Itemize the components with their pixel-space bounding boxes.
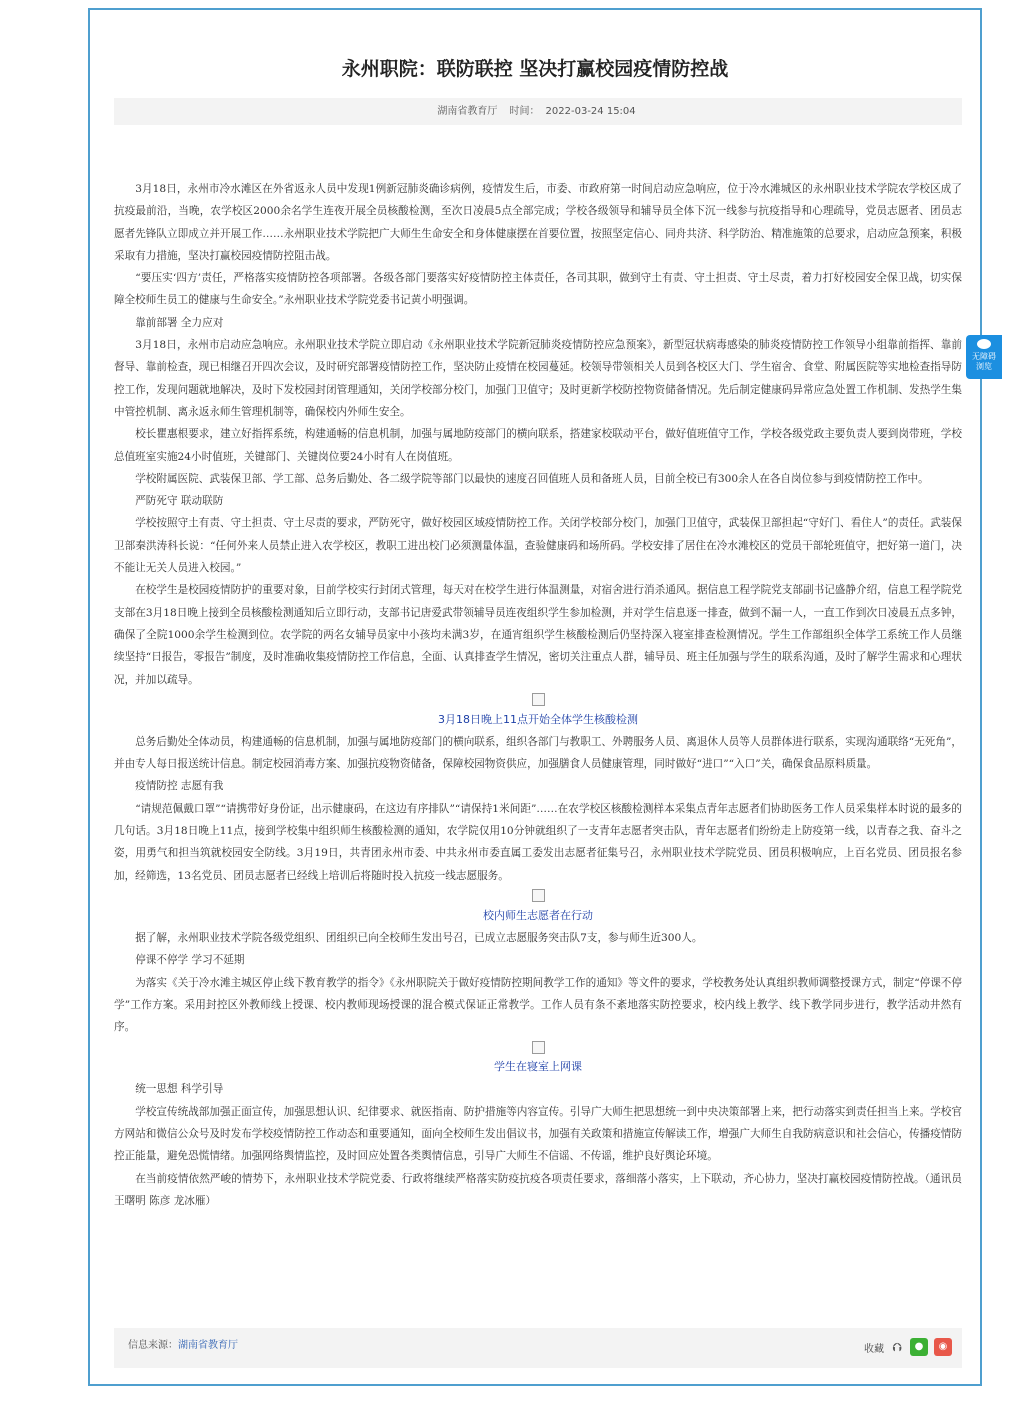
image-caption: 校内师生志愿者在行动 <box>483 908 593 922</box>
a11y-label-1: 无障碍 <box>972 352 996 361</box>
article-paragraph: “要压实‘四方’责任，严格落实疫情防控各项部署。各级各部门要落实好疫情防控主体责任，各司其职，做到守土有责、守土担责、守土尽责，着力打好校园安全保卫战，切实保障全校师生员工的健康与生命安全。”永州职业技术学院党委书记黄小明强调。 <box>114 272 962 307</box>
article-paragraph: 3月18日，永州市启动应急响应。永州职业技术学院立即启动《永州职业技术学院新冠肺炎疫情防控应急预案》，新型冠状病毒感染的肺炎疫情防控工作领导小组靠前指挥、靠前督导、靠前检查，现已相继召开四次会议，及时研究部署疫情防控工作，坚决防止疫情在校园蔓延。校领导带领相关人员到各校区大门、学生宿舍、食堂、附属医院等实地检查指导防控工作，发现问题就地解决，及时下发校园封闭管理通知，关闭学校部分校门，加强门卫值守；及时更新学校防控物资储备情况。先后制定健康码异常应急处置工作机制、发热学生集中管控机制、离永返永师生管理机制等，确保校内外师生安全。 <box>114 339 962 418</box>
article-footer <box>114 1328 962 1368</box>
share-icon[interactable]: ⮉ <box>892 1340 902 1354</box>
a11y-label-2: 浏览 <box>976 362 992 371</box>
info-source <box>128 1336 238 1351</box>
article-paragraph: “请规范佩戴口罩”“请携带好身份证，出示健康码，在这边有序排队”“请保持1米间距”……在农学校区核酸检测样本采集点青年志愿者们协助医务工作人员采集样本时说的最多的几句话。3月18日晚上11点，接到学校集中组织师生核酸检测的通知，农学院仅用10分钟就组织了一支青年志愿者突击队，青年志愿者们纷纷走上防疫第一线，以青春之我、奋斗之姿，用勇气和担当筑就校园安全防线。3月19日，共青团永州市委、中共永州市委直属工委发出志愿者征集号召，永州职业技术学院党员、团员积极响应，上百名党员、团员报名参加，经筛选，13名党员、团员志愿者已经线上培训后将随时投入抗疫一线志愿服务。 <box>114 802 962 882</box>
broken-image-icon <box>114 691 962 709</box>
article-paragraph: 疫情防控 志愿有我 <box>135 780 224 793</box>
accessibility-browse-button[interactable] <box>966 335 1002 379</box>
time-label: 时间： <box>509 106 540 117</box>
article-paragraph: 在校学生是校园疫情防护的重要对象，目前学校实行封闭式管理，每天对在校学生进行体温测量，对宿舍进行消杀通风。据信息工程学院党支部副书记盛静介绍，信息工程学院党支部在3月18日晚上接到全员核酸检测通知后立即行动，支部书记唐爱武带领辅导员连夜组织学生参加检测，并对学生信息逐一排查，做到不漏一人，一直工作到次日凌晨五点多钟，确保了全院1000余学生检测到位。农学院的两名女辅导员家中小孩均未满3岁，在通宵组织学生核酸检测后仍坚持深入寝室排查检测情况。学生工作部组织全体学工系统工作人员继续坚持“日报告，零报告”制度，及时准确收集疫情防控工作信息，全面、认真排查学生情况，密切关注重点人群，辅导员、班主任加强与学生的联系沟通，及时了解学生需求和心理状况，并加以疏导。 <box>114 584 962 686</box>
article-paragraph: 统一思想 科学引导 <box>135 1083 224 1096</box>
article-title: 永州职院：联防联控 坚决打赢校园疫情防控战 <box>341 58 729 80</box>
publish-time <box>507 106 639 117</box>
article-paragraph: 学校附属医院、武装保卫部、学工部、总务后勤处、各二级学院等部门以最快的速度召回值班人员和备班人员，目前全校已有300余人在各自岗位参与到疫情防控工作中。 <box>135 472 929 485</box>
article-frame <box>88 8 982 1386</box>
article-paragraph: 在当前疫情依然严峻的情势下，永州职业技术学院党委、行政将继续严格落实防疫抗疫各项责任要求，落细落小落实，上下联动，齐心协力，坚决打赢校园疫情防控战。（通讯员 王曙明 陈彦 龙冰雁） <box>114 1172 962 1207</box>
article-body <box>114 178 962 1212</box>
article-paragraph: 严防死守 联动联防 <box>135 495 224 508</box>
publisher: 湖南省教育厅 <box>437 106 498 117</box>
image-caption: 学生在寝室上网课 <box>494 1060 582 1074</box>
time-value: 2022-03-24 15:04 <box>545 106 636 117</box>
article-paragraph: 靠前部署 全力应对 <box>135 316 224 329</box>
source-label: 信息来源： <box>128 1340 178 1351</box>
image-caption: 3月18日晚上11点开始全体学生核酸检测 <box>438 712 638 726</box>
weibo-icon[interactable]: ◉ <box>934 1338 952 1356</box>
broken-image-icon <box>114 1038 962 1056</box>
share-bar <box>864 1338 952 1356</box>
article-paragraph: 总务后勤处全体动员，构建通畅的信息机制，加强与属地防疫部门的横向联系，组织各部门与教职工、外聘服务人员、离退休人员等人员群体进行联系，实现沟通联络“无死角”，并由专人每日报送统计信息。制定校园消毒方案、加强抗疫物资储备，保障校园物资供应，加强膳食人员健康管理，同时做好“进口”“入口”关，确保食品原料质量。 <box>114 735 962 771</box>
article-paragraph: 校长瞿惠根要求，建立好指挥系统，构建通畅的信息机制，加强与属地防疫部门的横向联系，搭建家校联动平台，做好值班值守工作，学校各级党政主要负责人要到岗带班，学校总值班室实施24小时值班，关键部门、关键岗位要24小时有人在岗值班。 <box>114 428 962 463</box>
article-paragraph: 为落实《关于冷水滩主城区停止线下教育教学的指令》《永州职院关于做好疫情防控期间教学工作的通知》等文件的要求，学校教务处认真组织教师调整授课方式，制定“停课不停学”工作方案。采用封控区外教师线上授课、校内教师现场授课的混合模式保证正常教学。工作人员有条不紊地落实防控要求，校内线上教学、线下教学同步进行，教学活动井然有序。 <box>114 976 962 1034</box>
wechat-icon[interactable]: ● <box>910 1338 928 1356</box>
article-paragraph: 停课不停学 学习不延期 <box>135 954 245 967</box>
article-paragraph: 据了解，永州职业技术学院各级党组织、团组织已向全校师生发出号召，已成立志愿服务突击队7支，参与师生近300人。 <box>135 931 703 944</box>
chat-bubble-icon <box>977 339 991 349</box>
article-paragraph: 学校按照守土有责、守土担责、守土尽责的要求，严防死守，做好校园区域疫情防控工作。关闭学校部分校门，加强门卫值守，武装保卫部担起“守好门、看住人”的责任。武装保卫部秦洪涛科长说：“任何外来人员禁止进入农学校区，教职工进出校门必须测量体温，查验健康码和场所码。学校安排了居住在冷水滩校区的党员干部轮班值守，把好第一道门，决不能让无关人员进入校园。” <box>114 517 962 575</box>
article-paragraph: 3月18日，永州市冷水滩区在外省返永人员中发现1例新冠肺炎确诊病例，疫情发生后，市委、市政府第一时间启动应急响应，位于冷水滩城区的永州职业技术学院农学校区成了抗疫最前沿，当晚，农学校区2000余名学生连夜开展全员核酸检测，至次日凌晨5点全部完成；学校各级领导和辅导员全体下沉一线参与抗疫指导和心理疏导，党员志愿者、团员志愿者先锋队立即成立并开展工作……永州职业技术学院把广大师生生命安全和身体健康摆在首要位置，按照坚定信心、同舟共济、科学防治、精准施策的总要求，启动应急预案，积极采取有力措施，坚决打赢校园疫情防控阻击战。 <box>114 183 962 262</box>
collect-button[interactable]: 收藏 <box>864 1343 884 1355</box>
article-meta <box>114 98 962 125</box>
source-link[interactable]: 湖南省教育厅 <box>178 1340 238 1351</box>
broken-image-icon <box>114 887 962 905</box>
article-paragraph: 学校宣传统战部加强正面宣传，加强思想认识、纪律要求、就医指南、防护措施等内容宣传。引导广大师生把思想统一到中央决策部署上来，把行动落实到责任担当上来。学校官方网站和微信公众号及时发布学校疫情防控工作动态和重要通知，面向全校师生发出倡议书，加强有关政策和措施宣传解读工作，增强广大师生自我防病意识和社会信心，传播疫情防控正能量，避免恐慌情绪。加强网络舆情监控，及时回应处置各类舆情信息，引导广大师生不信谣、不传谣，维护良好舆论环境。 <box>114 1105 962 1163</box>
